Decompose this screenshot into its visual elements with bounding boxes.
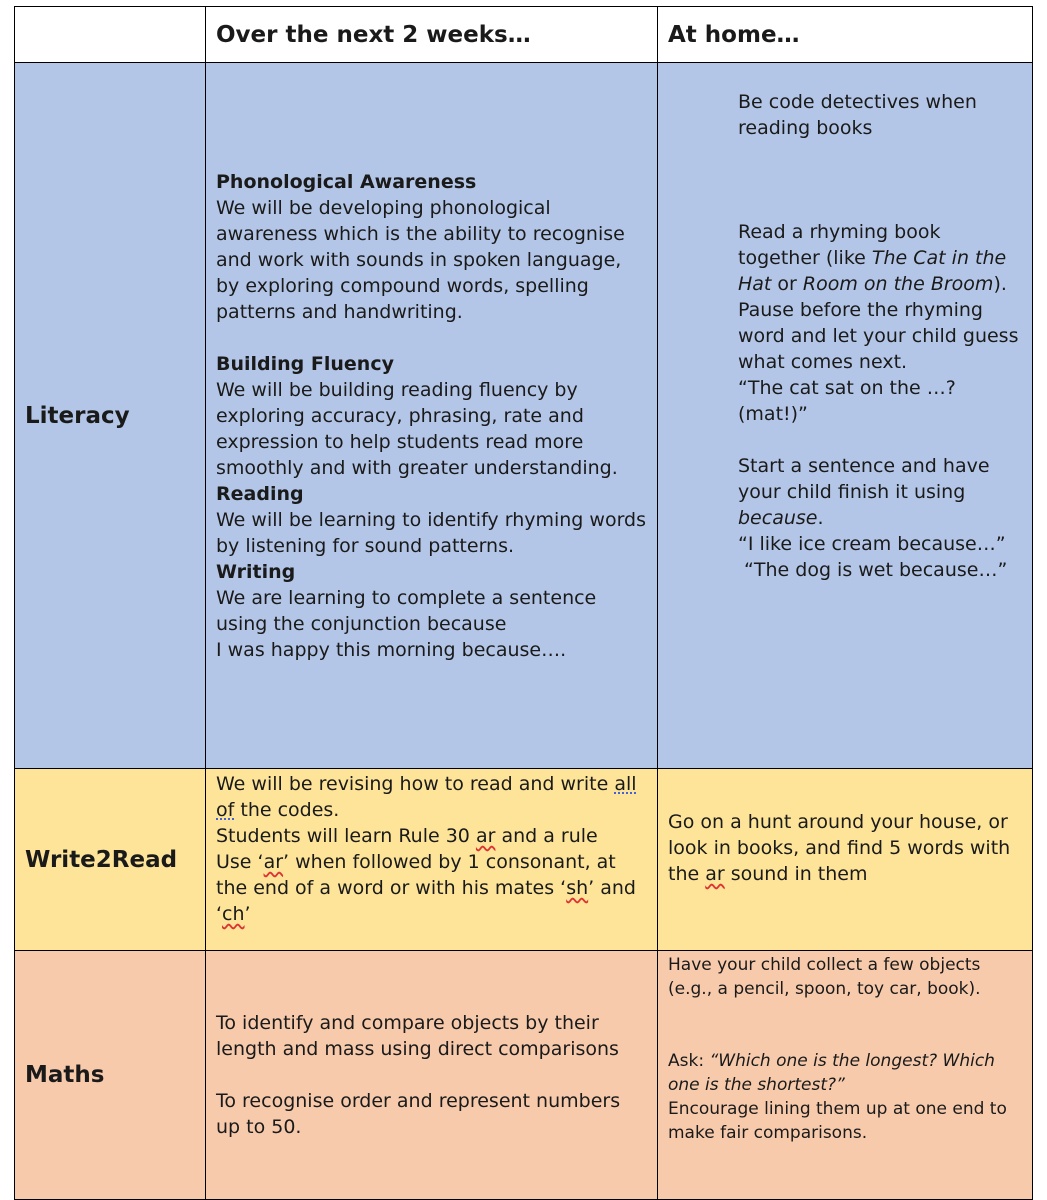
header-blank-cell bbox=[15, 7, 206, 63]
maths-row bbox=[15, 951, 1033, 1200]
header-at-home: At home… bbox=[658, 7, 1033, 63]
w2r-line3-mid: ’ when followed by 1 consonant, at the end of a word or with his mates ‘ bbox=[216, 851, 616, 899]
w2r-line2-end: and a rule bbox=[495, 825, 598, 847]
literacy-home-ice-cream: “I like ice cream because…” bbox=[738, 533, 1006, 555]
rhyming-book-or: or bbox=[771, 273, 803, 295]
book-title-room-on-broom: Room on the Broom bbox=[802, 273, 994, 295]
book-title-cat-in-hat: The Cat in the Hat bbox=[738, 247, 1007, 295]
maths-objective-compare: To identify and compare objects by their length and mass using direct comparisons bbox=[216, 1012, 619, 1060]
w2r-line2-ar: ar bbox=[475, 825, 496, 847]
w2r-line2-text: Students will learn Rule 30 bbox=[216, 825, 476, 847]
write2read-line2 bbox=[216, 823, 647, 849]
w2r-line1-text: We will be revising how to read and write bbox=[216, 773, 615, 795]
reading-text: We will be learning to identify rhyming words by listening for sound patterns. bbox=[216, 508, 647, 557]
writing-example: I was happy this morning because…. bbox=[216, 638, 567, 661]
header-next-2-weeks: Over the next 2 weeks… bbox=[206, 7, 658, 63]
maths-ask-question: “Which one is the longest? Which one is the shortest?” bbox=[668, 1051, 995, 1095]
literacy-row bbox=[15, 63, 1033, 769]
literacy-home-sentence bbox=[738, 453, 1022, 531]
sentence-end: . bbox=[817, 507, 824, 529]
phonological-text: We will be developing phonological awareness which is the ability to recognise and work with sounds in spoken language, by exploring compound words, spelling patterns and handwriting. bbox=[216, 196, 625, 323]
w2r-line3-and: ’ and ‘ bbox=[216, 877, 636, 925]
w2r-line3-ar: ar bbox=[263, 851, 284, 873]
write2read-line1 bbox=[216, 771, 647, 823]
maths-ask-label: Ask: bbox=[668, 1051, 710, 1071]
sentence-text: Start a sentence and have your child finish it using bbox=[738, 455, 990, 503]
maths-plan-cell bbox=[206, 951, 658, 1200]
maths-home-encourage: Encourage lining them up at one end to make fair comparisons. bbox=[668, 1099, 1007, 1143]
maths-objective-numbers: To recognise order and represent numbers up to 50. bbox=[216, 1090, 621, 1138]
maths-home-ask bbox=[668, 1049, 1022, 1097]
sentence-because: because bbox=[738, 507, 818, 529]
literacy-home-rhyming-book bbox=[738, 219, 1022, 297]
write2read-line3 bbox=[216, 849, 647, 927]
write2read-subject: Write2Read bbox=[15, 769, 206, 951]
reading-heading: Reading bbox=[216, 482, 304, 505]
maths-home-collect: Have your child collect a few objects (e.g., a pencil, spoon, toy car, book). bbox=[668, 955, 981, 999]
write2read-row bbox=[15, 769, 1033, 951]
maths-subject: Maths bbox=[15, 951, 206, 1200]
fluency-heading: Building Fluency bbox=[216, 352, 394, 375]
maths-home-cell bbox=[658, 951, 1033, 1200]
planner-table bbox=[14, 6, 1033, 1200]
literacy-subject: Literacy bbox=[15, 63, 206, 769]
write2read-home-text bbox=[668, 809, 1022, 887]
w2r-line1-dotted: all of bbox=[216, 773, 637, 821]
rhyming-book-text: Read a rhyming book together (like bbox=[738, 221, 941, 269]
w2r-home-ar: ar bbox=[705, 863, 725, 885]
literacy-home-pause: Pause before the rhyming word and let your child guess what comes next. bbox=[738, 299, 1019, 373]
fluency-text: We will be building reading fluency by exploring accuracy, phrasing, rate and expression to help students read more smoothly and with greater understanding. bbox=[216, 378, 618, 479]
w2r-home-text: Go on a hunt around your house, or look in books, and find 5 words with the bbox=[668, 811, 1011, 885]
phonological-heading: Phonological Awareness bbox=[216, 170, 477, 193]
writing-text: We are learning to complete a sentence using the conjunction because bbox=[216, 586, 597, 635]
write2read-home-cell bbox=[658, 769, 1033, 951]
w2r-line1-end: the codes. bbox=[234, 799, 340, 821]
literacy-home-cat-example: “The cat sat on the …? (mat!)” bbox=[738, 377, 956, 425]
header-row bbox=[15, 7, 1033, 63]
w2r-line3-ch: ch bbox=[222, 903, 245, 925]
literacy-home-code-detectives: Be code detectives when reading books bbox=[738, 91, 977, 139]
literacy-plan-cell bbox=[206, 63, 658, 769]
literacy-home-dog-wet: “The dog is wet because…” bbox=[738, 559, 1008, 581]
rhyming-book-end: ). bbox=[993, 273, 1007, 295]
writing-heading: Writing bbox=[216, 560, 296, 583]
w2r-home-end: sound in them bbox=[724, 863, 868, 885]
literacy-home-cell bbox=[658, 63, 1033, 769]
w2r-line3-sh: sh bbox=[566, 877, 589, 899]
w2r-line3-end: ’ bbox=[244, 903, 251, 925]
write2read-plan-cell bbox=[206, 769, 658, 951]
w2r-line3-text: Use ‘ bbox=[216, 851, 264, 873]
